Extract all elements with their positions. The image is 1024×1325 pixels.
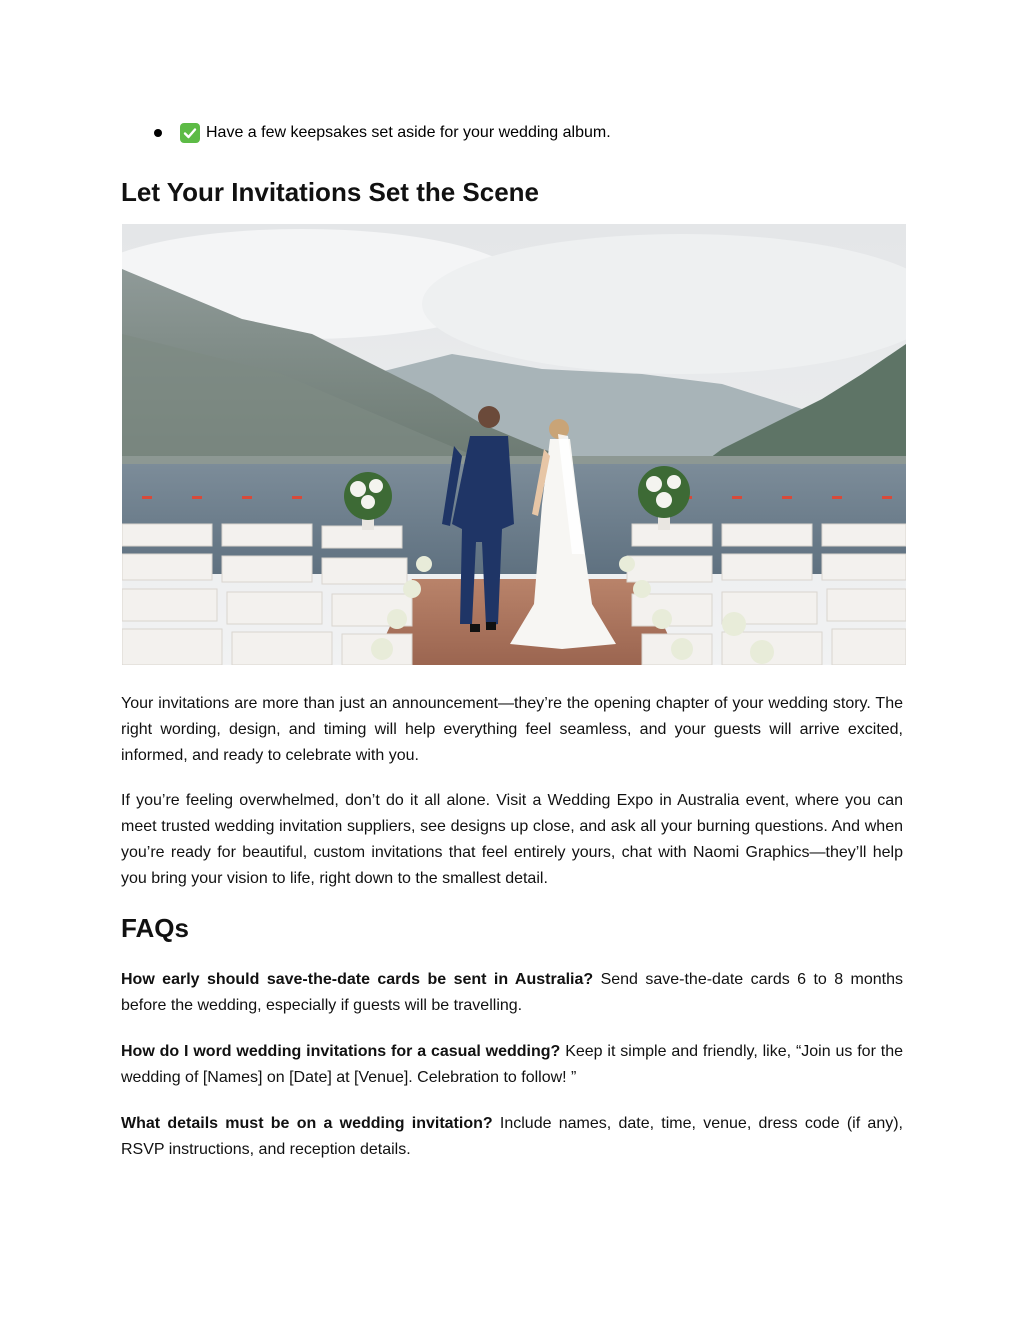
expo-paragraph: If you’re feeling overwhelmed, don’t do it all alone. Visit a Wedding Expo in Australia event, where you can meet trusted wedding invitation suppliers, see designs up close, and ask all your burning questions. And when you’re ready for beautiful, custom invitations that feel entirely yours, chat with Naomi Graphics—they’ll help you bring your vision to life, right down to the smallest detail. — [121, 792, 903, 887]
section-heading: Let Your Invitations Set the Scene — [121, 177, 540, 207]
intro-paragraph: Your invitations are more than just an announcement—they’re the opening chapter of your wedding story. The right wording, design, and timing will help everything feel seamless, and your guests will arrive excited, informed, and ready to celebrate with you. — [121, 695, 903, 764]
bullet-dot-icon — [154, 129, 162, 137]
wedding-photo-image — [122, 224, 906, 665]
faq-question: How early should save-the-date cards be sent in Australia? — [121, 971, 594, 988]
faq-question: What details must be on a wedding invitation? — [121, 1115, 493, 1132]
faq-item — [121, 967, 903, 1019]
faq-question: How do I word wedding invitations for a casual wedding? — [121, 1043, 561, 1060]
checklist-item-text: Have a few keepsakes set aside for your wedding album. — [206, 124, 611, 141]
faq-answer: Keep it simple and friendly, like, “Join us for the wedding of [Names] on [Date] at [Venue]. Celebration to follow! ” — [121, 1043, 904, 1086]
faq-item — [121, 1111, 903, 1163]
check-mark-icon — [180, 123, 200, 143]
faq-heading: FAQs — [121, 913, 189, 943]
faq-answer: Include names, date, time, venue, dress code (if any), RSVP instructions, and reception details. — [121, 1115, 903, 1158]
checklist-item — [154, 121, 914, 145]
faq-answer: Send save-the-date cards 6 to 8 months before the wedding, especially if guests will be travelling. — [121, 971, 904, 1014]
faq-item — [121, 1039, 903, 1091]
